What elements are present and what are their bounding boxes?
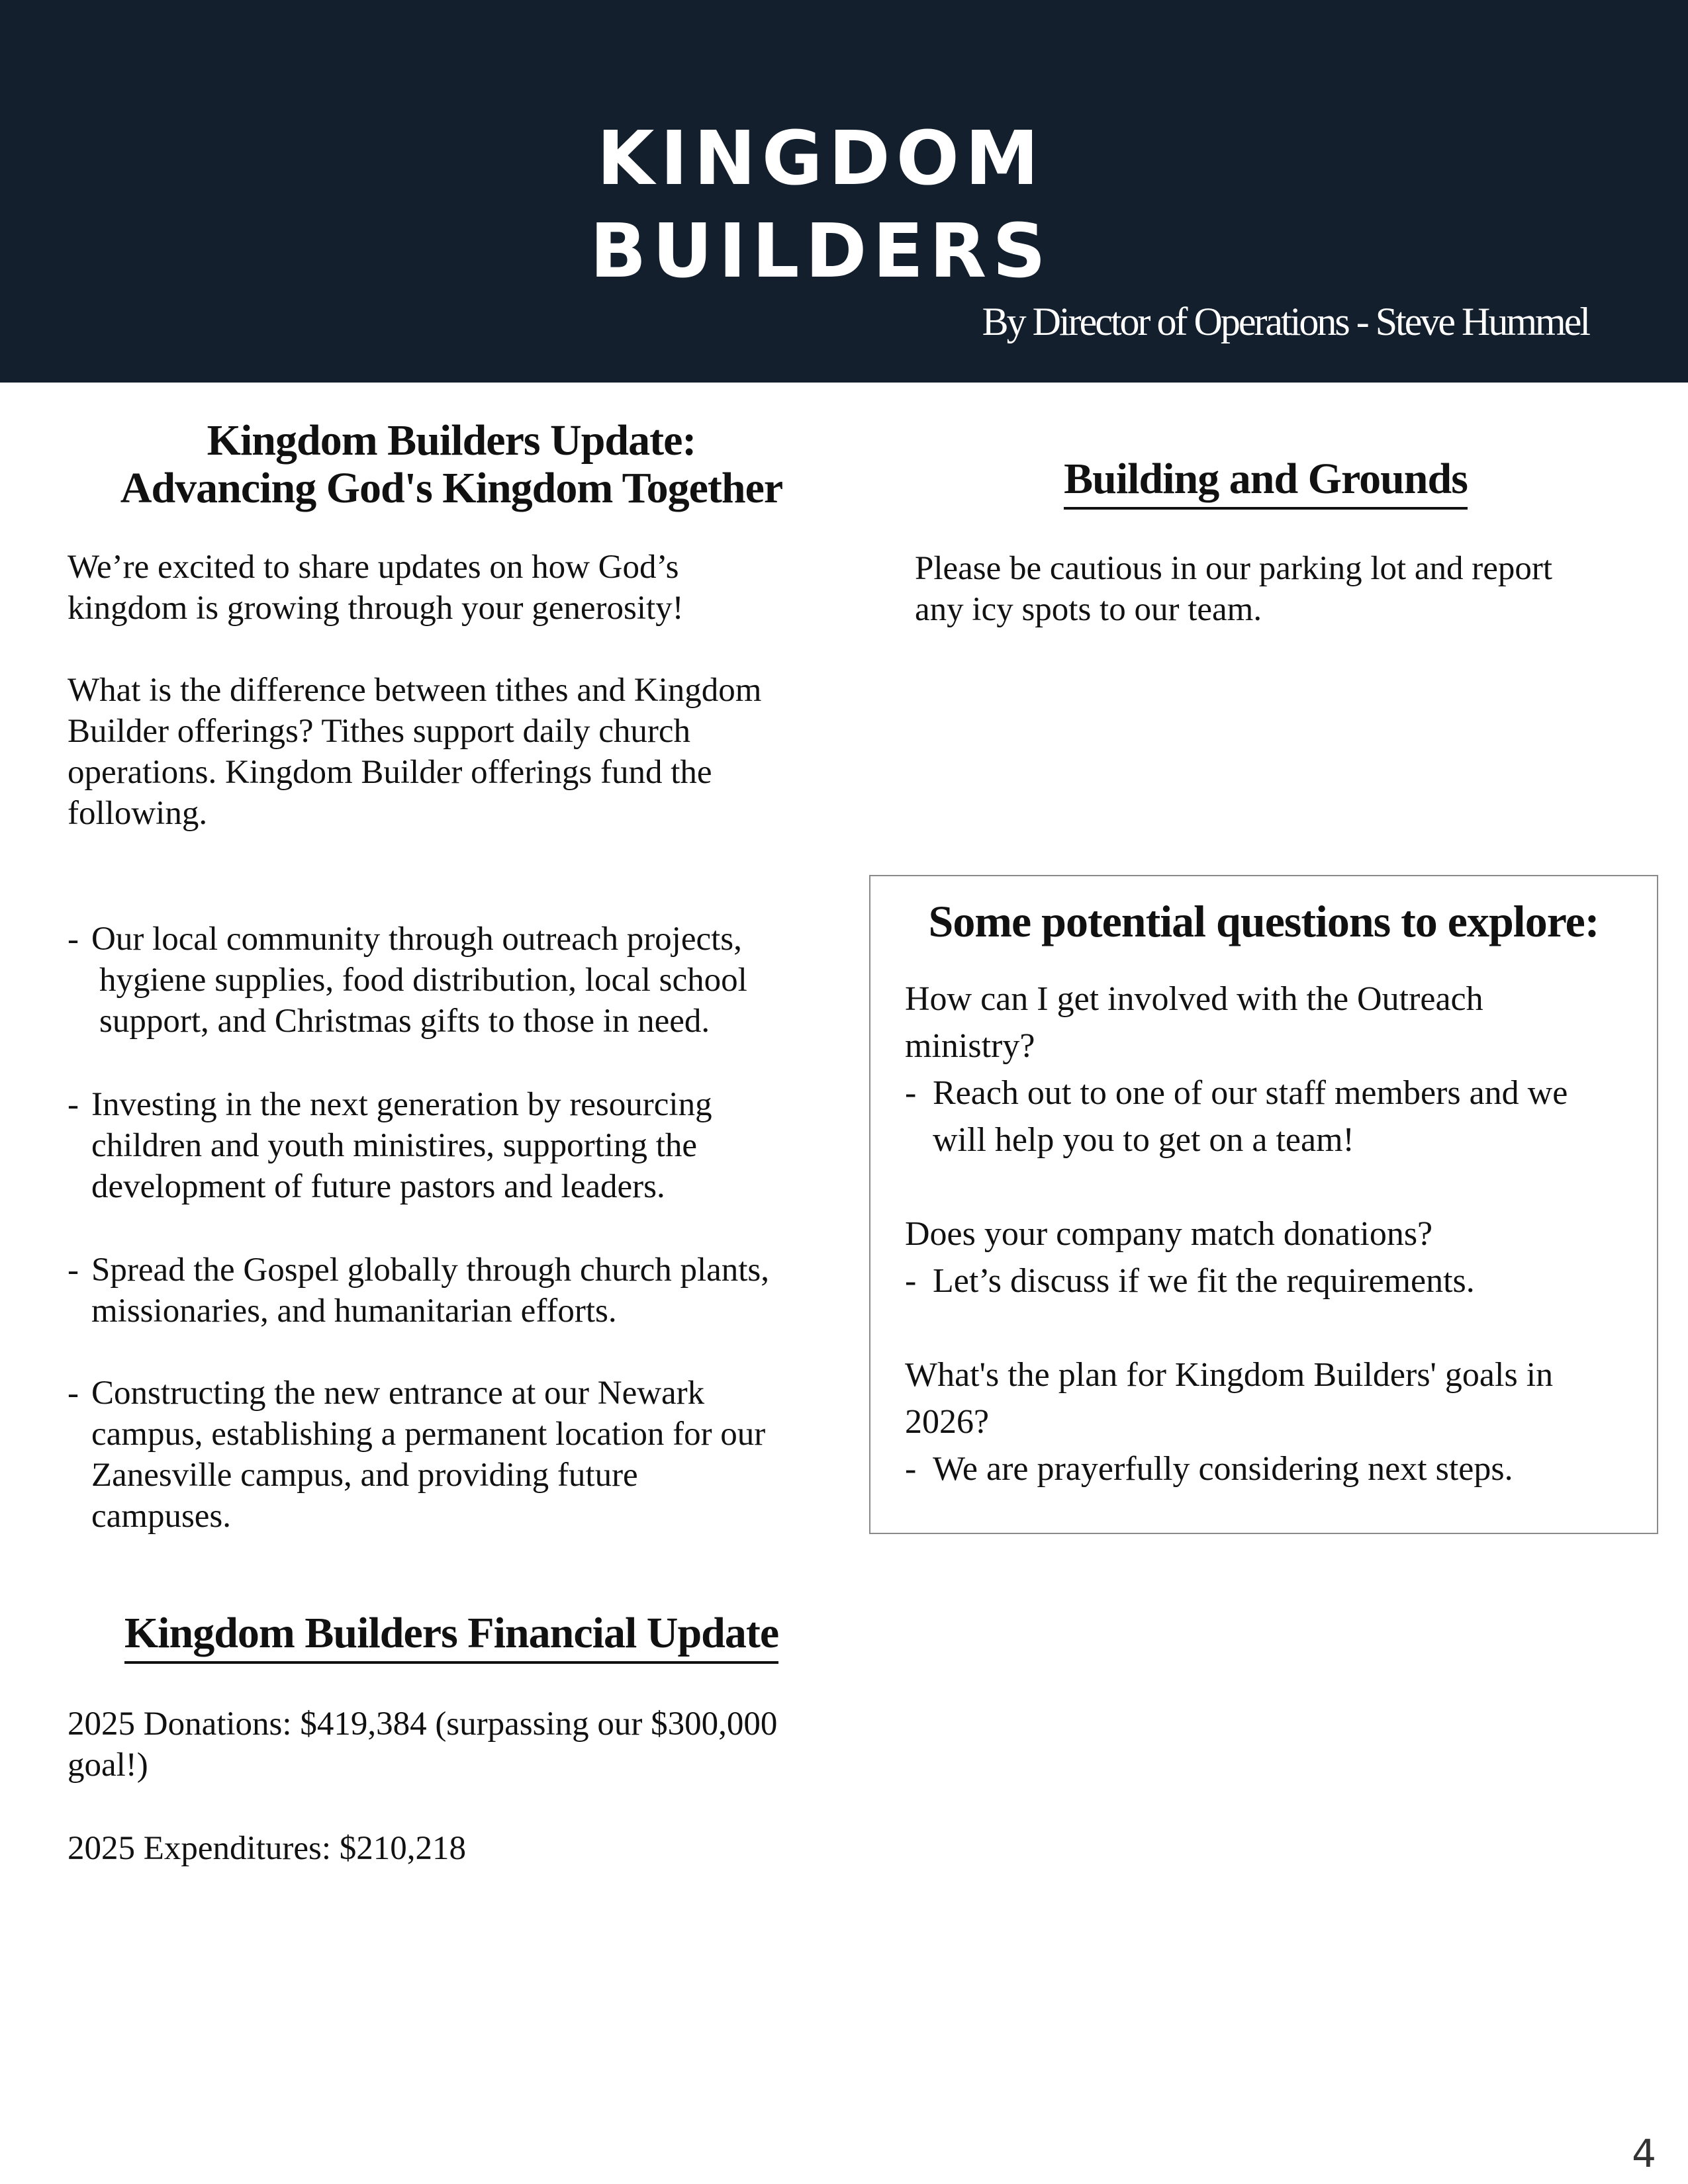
grounds-heading: Building and Grounds [1064, 455, 1468, 510]
answer-3 [905, 1445, 1640, 1492]
question-line: ministry? [905, 1027, 1035, 1065]
update-heading-line-2: Advancing God's Kingdom Together [120, 464, 783, 512]
answer-line: Reach out to one of our staff members and we [933, 1074, 1568, 1112]
page-title [0, 113, 1642, 298]
difference-line: What is the difference between tithes and Kingdom [68, 672, 762, 709]
list-item [68, 1373, 835, 1537]
bullet-line: Investing in the next generation by resourcing [91, 1086, 712, 1123]
answer-line: We are prayerfully considering next steps. [933, 1450, 1513, 1488]
financial-heading-wrap [68, 1610, 835, 1664]
question-line: 2026? [905, 1403, 990, 1441]
expenditures-paragraph [68, 1828, 835, 1869]
byline: By Director of Operations - Steve Hummel [982, 300, 1589, 343]
page-number: 4 [1632, 2131, 1656, 2176]
answer-line: will help you to get on a team! [933, 1121, 1354, 1159]
questions-heading: Some potential questions to explore: [928, 896, 1599, 946]
answer-line: Let’s discuss if we fit the requirements. [933, 1262, 1475, 1300]
questions-box [869, 875, 1658, 1534]
bullet-dash: - [68, 921, 79, 958]
update-heading [68, 417, 835, 512]
bullet-item-community [68, 919, 835, 1042]
bullet-line: Our local community through outreach projects, [91, 921, 742, 958]
question-3 [905, 1351, 1640, 1445]
bullet-dash: - [68, 1375, 79, 1412]
donations-line: 2025 Donations: $419,384 (surpassing our $300,000 [68, 1706, 778, 1743]
update-section [68, 417, 835, 512]
intro-paragraph [68, 547, 835, 629]
bullet-item-construction [68, 1373, 835, 1537]
grounds-line: Please be cautious in our parking lot and report [915, 550, 1553, 587]
bullet-line: Spread the Gospel globally through church plants, [91, 1251, 770, 1289]
answer-dash: - [905, 1450, 917, 1488]
title-line-2: BUILDERS [590, 208, 1052, 295]
bullet-line: Constructing the new entrance at our Newark [91, 1375, 705, 1412]
bullet-line: support, and Christmas gifts to those in need. [99, 1003, 710, 1040]
donations-paragraph [68, 1704, 835, 1786]
bullet-line: children and youth ministires, supporting the [91, 1127, 698, 1164]
difference-line: operations. Kingdom Builder offerings fund the [68, 754, 712, 791]
bullet-line: campus, establishing a permanent location for our [91, 1416, 766, 1453]
difference-paragraph [68, 670, 835, 834]
answer-dash: - [905, 1262, 917, 1300]
bullet-item-next-generation [68, 1084, 835, 1207]
bullet-item-gospel [68, 1250, 835, 1332]
questions-body [905, 976, 1640, 1492]
intro-line: We’re excited to share updates on how God’s [68, 549, 679, 586]
financial-heading: Kingdom Builders Financial Update [124, 1610, 778, 1664]
list-item [68, 1084, 835, 1207]
expenditures-line: 2025 Expenditures: $210,218 [68, 1830, 467, 1867]
bullet-line: campuses. [91, 1498, 232, 1535]
difference-line: following. [68, 795, 208, 832]
question-1 [905, 976, 1640, 1069]
list-item [68, 919, 835, 1042]
bullet-line: Zanesville campus, and providing future [91, 1457, 638, 1494]
grounds-paragraph [915, 548, 1617, 630]
header-banner [0, 0, 1688, 383]
answer-2 [905, 1257, 1640, 1304]
donations-line: goal!) [68, 1747, 148, 1784]
list-item [68, 1250, 835, 1332]
title-line-1: KINGDOM [596, 116, 1045, 202]
question-line: How can I get involved with the Outreach [905, 980, 1483, 1018]
update-heading-line-1: Kingdom Builders Update: [207, 416, 696, 465]
bullet-dash: - [68, 1086, 79, 1123]
bullet-line: missionaries, and humanitarian efforts. [91, 1293, 617, 1330]
answer-dash: - [905, 1074, 917, 1112]
question-2: Does your company match donations? [905, 1215, 1433, 1253]
bullet-line: development of future pastors and leaders. [91, 1168, 665, 1205]
grounds-line: any icy spots to our team. [915, 591, 1262, 628]
answer-1 [905, 1069, 1640, 1163]
difference-line: Builder offerings? Tithes support daily church [68, 713, 691, 750]
bullet-line: hygiene supplies, food distribution, local school [99, 962, 747, 999]
intro-line: kingdom is growing through your generosity! [68, 590, 684, 627]
grounds-heading-wrap [915, 455, 1617, 510]
question-line: What's the plan for Kingdom Builders' goals in [905, 1356, 1554, 1394]
bullet-dash: - [68, 1251, 79, 1289]
